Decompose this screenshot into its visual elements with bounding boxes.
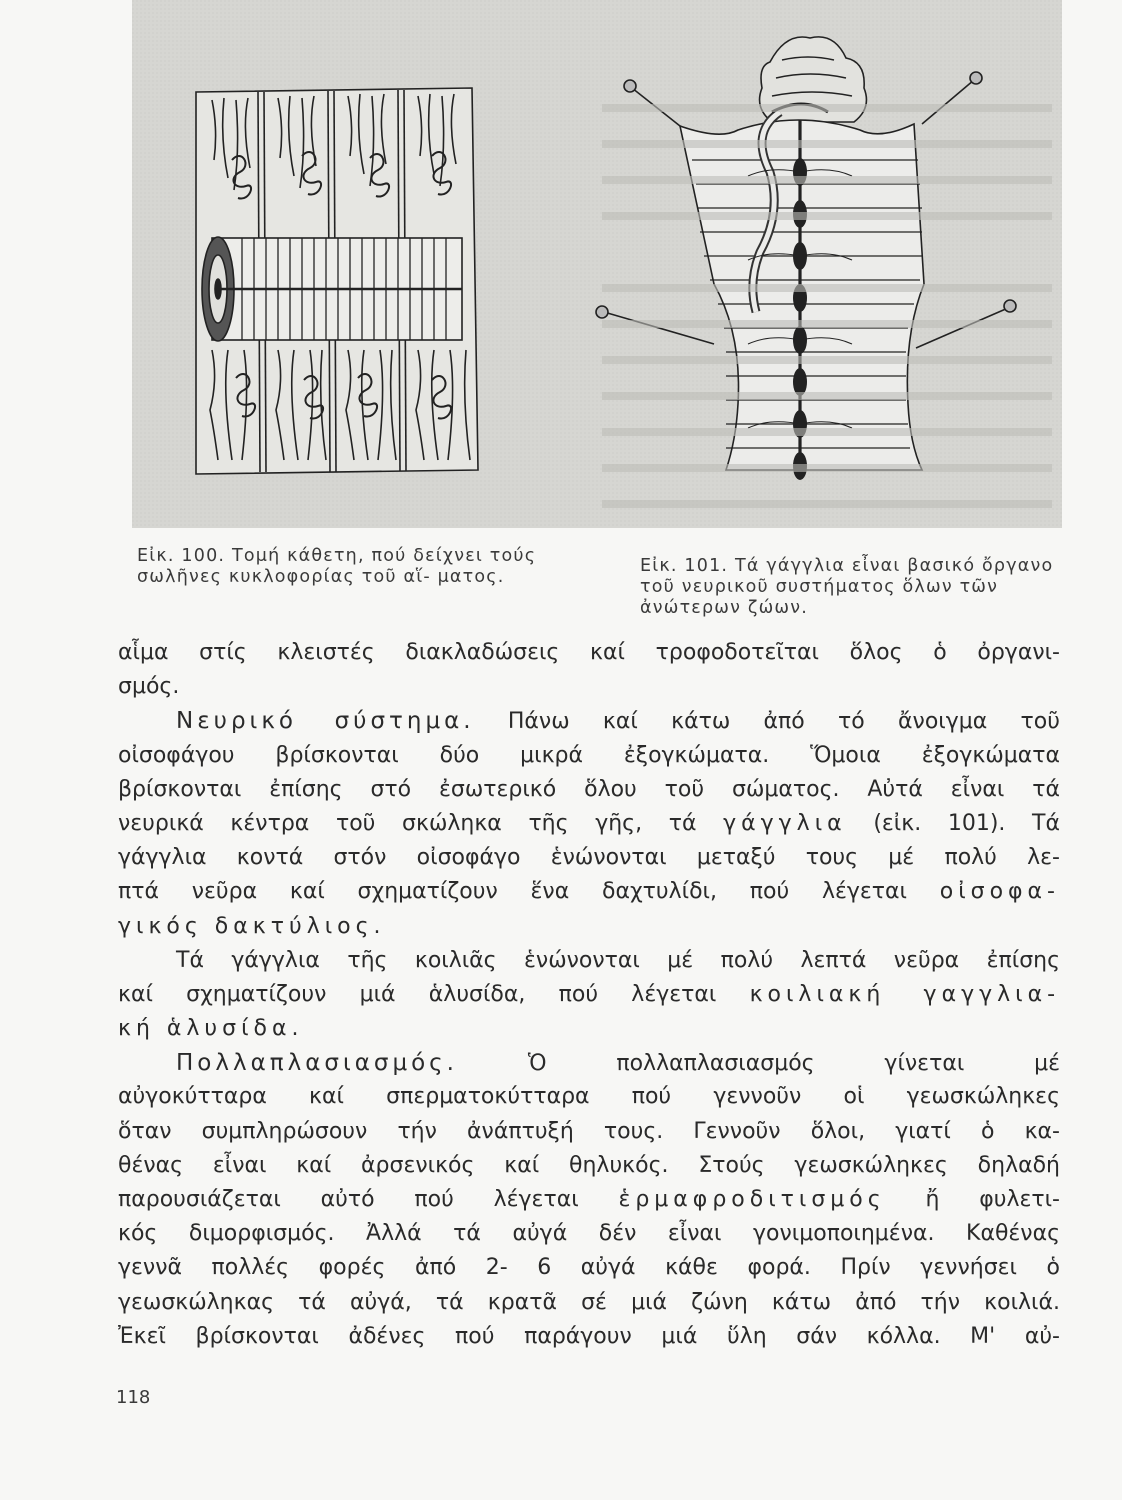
- text: Ἐκεῖ βρίσκονται ἀδένες πού παράγουν μιά ὕλη σάν κόλλα. Μ' αὐ-: [118, 1323, 1060, 1349]
- text: παρουσιάζεται αὐτό πού λέγεται: [118, 1187, 579, 1212]
- text: θένας εἶναι καί ἀρσενικός καί θηλυκός. Στούς γεωσκώληκες δηλαδή: [118, 1152, 1060, 1178]
- text-line: [118, 1149, 1060, 1183]
- figure-area: [132, 0, 1062, 528]
- text: ἤ φυλετι-: [925, 1187, 1060, 1212]
- text: (εἰκ. 101). Τά: [873, 810, 1060, 836]
- text: γεννᾶ πολλές φορές ἀπό 2- 6 αὐγά κάθε φορά. Πρίν γεννήσει ὁ: [118, 1255, 1060, 1281]
- text-line: [118, 1320, 1060, 1354]
- text-line: [118, 636, 1060, 670]
- text-line: [118, 1080, 1060, 1114]
- text-line: [118, 807, 1060, 841]
- text: Τά γάγγλια τῆς κοιλιᾶς ἑνώνονται μέ πολύ λεπτά νεῦρα ἐπίσης: [176, 947, 1060, 973]
- figures-illustration: [132, 0, 1062, 528]
- figure-101-caption: Εἰκ. 101. Τά γάγγλια εἶναι βασικό ὄργανο τοῦ νευρικοῦ συστήματος ὅλων τῶν ἀνώτερων ζώων.: [640, 556, 1054, 618]
- section-heading-reproduction: Πολλαπλασιασμός.: [176, 1050, 458, 1077]
- text: σμός.: [118, 674, 180, 700]
- text: αἷμα στίς κλειστές διακλαδώσεις καί τροφοδοτεῖται ὅλος ὁ ὀργανι-: [118, 640, 1060, 665]
- text-line: [118, 910, 1060, 944]
- body-text: [118, 636, 1060, 1354]
- text-line: [118, 1115, 1060, 1149]
- text-line: [118, 978, 1060, 1012]
- text-line: [118, 739, 1060, 773]
- term-oesophageal-ring: οἰσοφα-: [939, 879, 1060, 905]
- term-ventral-chain: κοιλιακή γαγγλια-: [749, 981, 1061, 1007]
- text-line: [118, 944, 1060, 978]
- text: γάγγλια κοντά στόν οἰσοφάγο ἑνώνονται μεταξύ τους μέ πολύ λε-: [118, 845, 1060, 871]
- text-line: [118, 704, 1060, 738]
- text-line: [118, 1012, 1060, 1046]
- text-line: [118, 875, 1060, 909]
- text: Ὁ πολλαπλασιασμός γίνεται μέ: [527, 1051, 1060, 1077]
- text-line: [118, 773, 1060, 807]
- text: γεωσκώληκας τά αὐγά, τά κρατᾶ σέ μιά ζώνη κάτω ἀπό τήν κοιλιά.: [118, 1289, 1060, 1315]
- text: Πάνω καί κάτω ἀπό τό ἄνοιγμα τοῦ: [507, 709, 1060, 735]
- text-line: [118, 841, 1060, 875]
- term-ventral-chain: κή ἁλυσίδα.: [118, 1016, 304, 1042]
- text-line: [118, 670, 1060, 704]
- text: νευρικά κέντρα τοῦ σκώληκα τῆς γῆς, τά: [118, 810, 697, 836]
- text-line: [118, 1217, 1060, 1251]
- page-number: 118: [116, 1387, 151, 1408]
- text: βρίσκονται ἐπίσης στό ἐσωτερικό ὅλου τοῦ σώματος. Αὐτά εἶναι τά: [118, 776, 1060, 802]
- text: αὐγοκύτταρα καί σπερματοκύτταρα πού γεννοῦν οἱ γεωσκώληκες: [118, 1084, 1060, 1110]
- text: πτά νεῦρα καί σχηματίζουν ἕνα δαχτυλίδι, πού λέγεται: [118, 879, 907, 905]
- term-hermaphroditism: ἑρμαφροδιτισμός: [618, 1187, 886, 1212]
- text-line: [118, 1286, 1060, 1320]
- figure-100-caption: Εἰκ. 100. Τομή κάθετη, πού δείχνει τούς σωλῆνες κυκλοφορίας τοῦ αἵ- ματος.: [137, 546, 537, 587]
- section-heading-nervous-system: Νευρικό σύστημα.: [176, 708, 475, 735]
- text: καί σχηματίζουν μιά ἁλυσίδα, πού λέγεται: [118, 981, 717, 1007]
- term-oesophageal-ring: γικός δακτύλιος.: [118, 913, 386, 939]
- text-line: [118, 1183, 1060, 1217]
- text: κός διμορφισμός. Ἀλλά τά αὐγά δέν εἶναι γονιμοποιημένα. Καθένας: [118, 1221, 1060, 1247]
- text-line: [118, 1251, 1060, 1285]
- text: οἰσοφάγου βρίσκονται δύο μικρά ἐξογκώματα. Ὅμοια ἐξογκώματα: [118, 742, 1060, 768]
- text: ὅταν συμπληρώσουν τήν ἀνάπτυξή τους. Γεννοῦν ὅλοι, γιατί ὁ κα-: [118, 1118, 1060, 1144]
- term-ganglia: γάγγλια: [723, 810, 847, 836]
- figure-100-drawing: [196, 88, 478, 474]
- text-line: [118, 1046, 1060, 1080]
